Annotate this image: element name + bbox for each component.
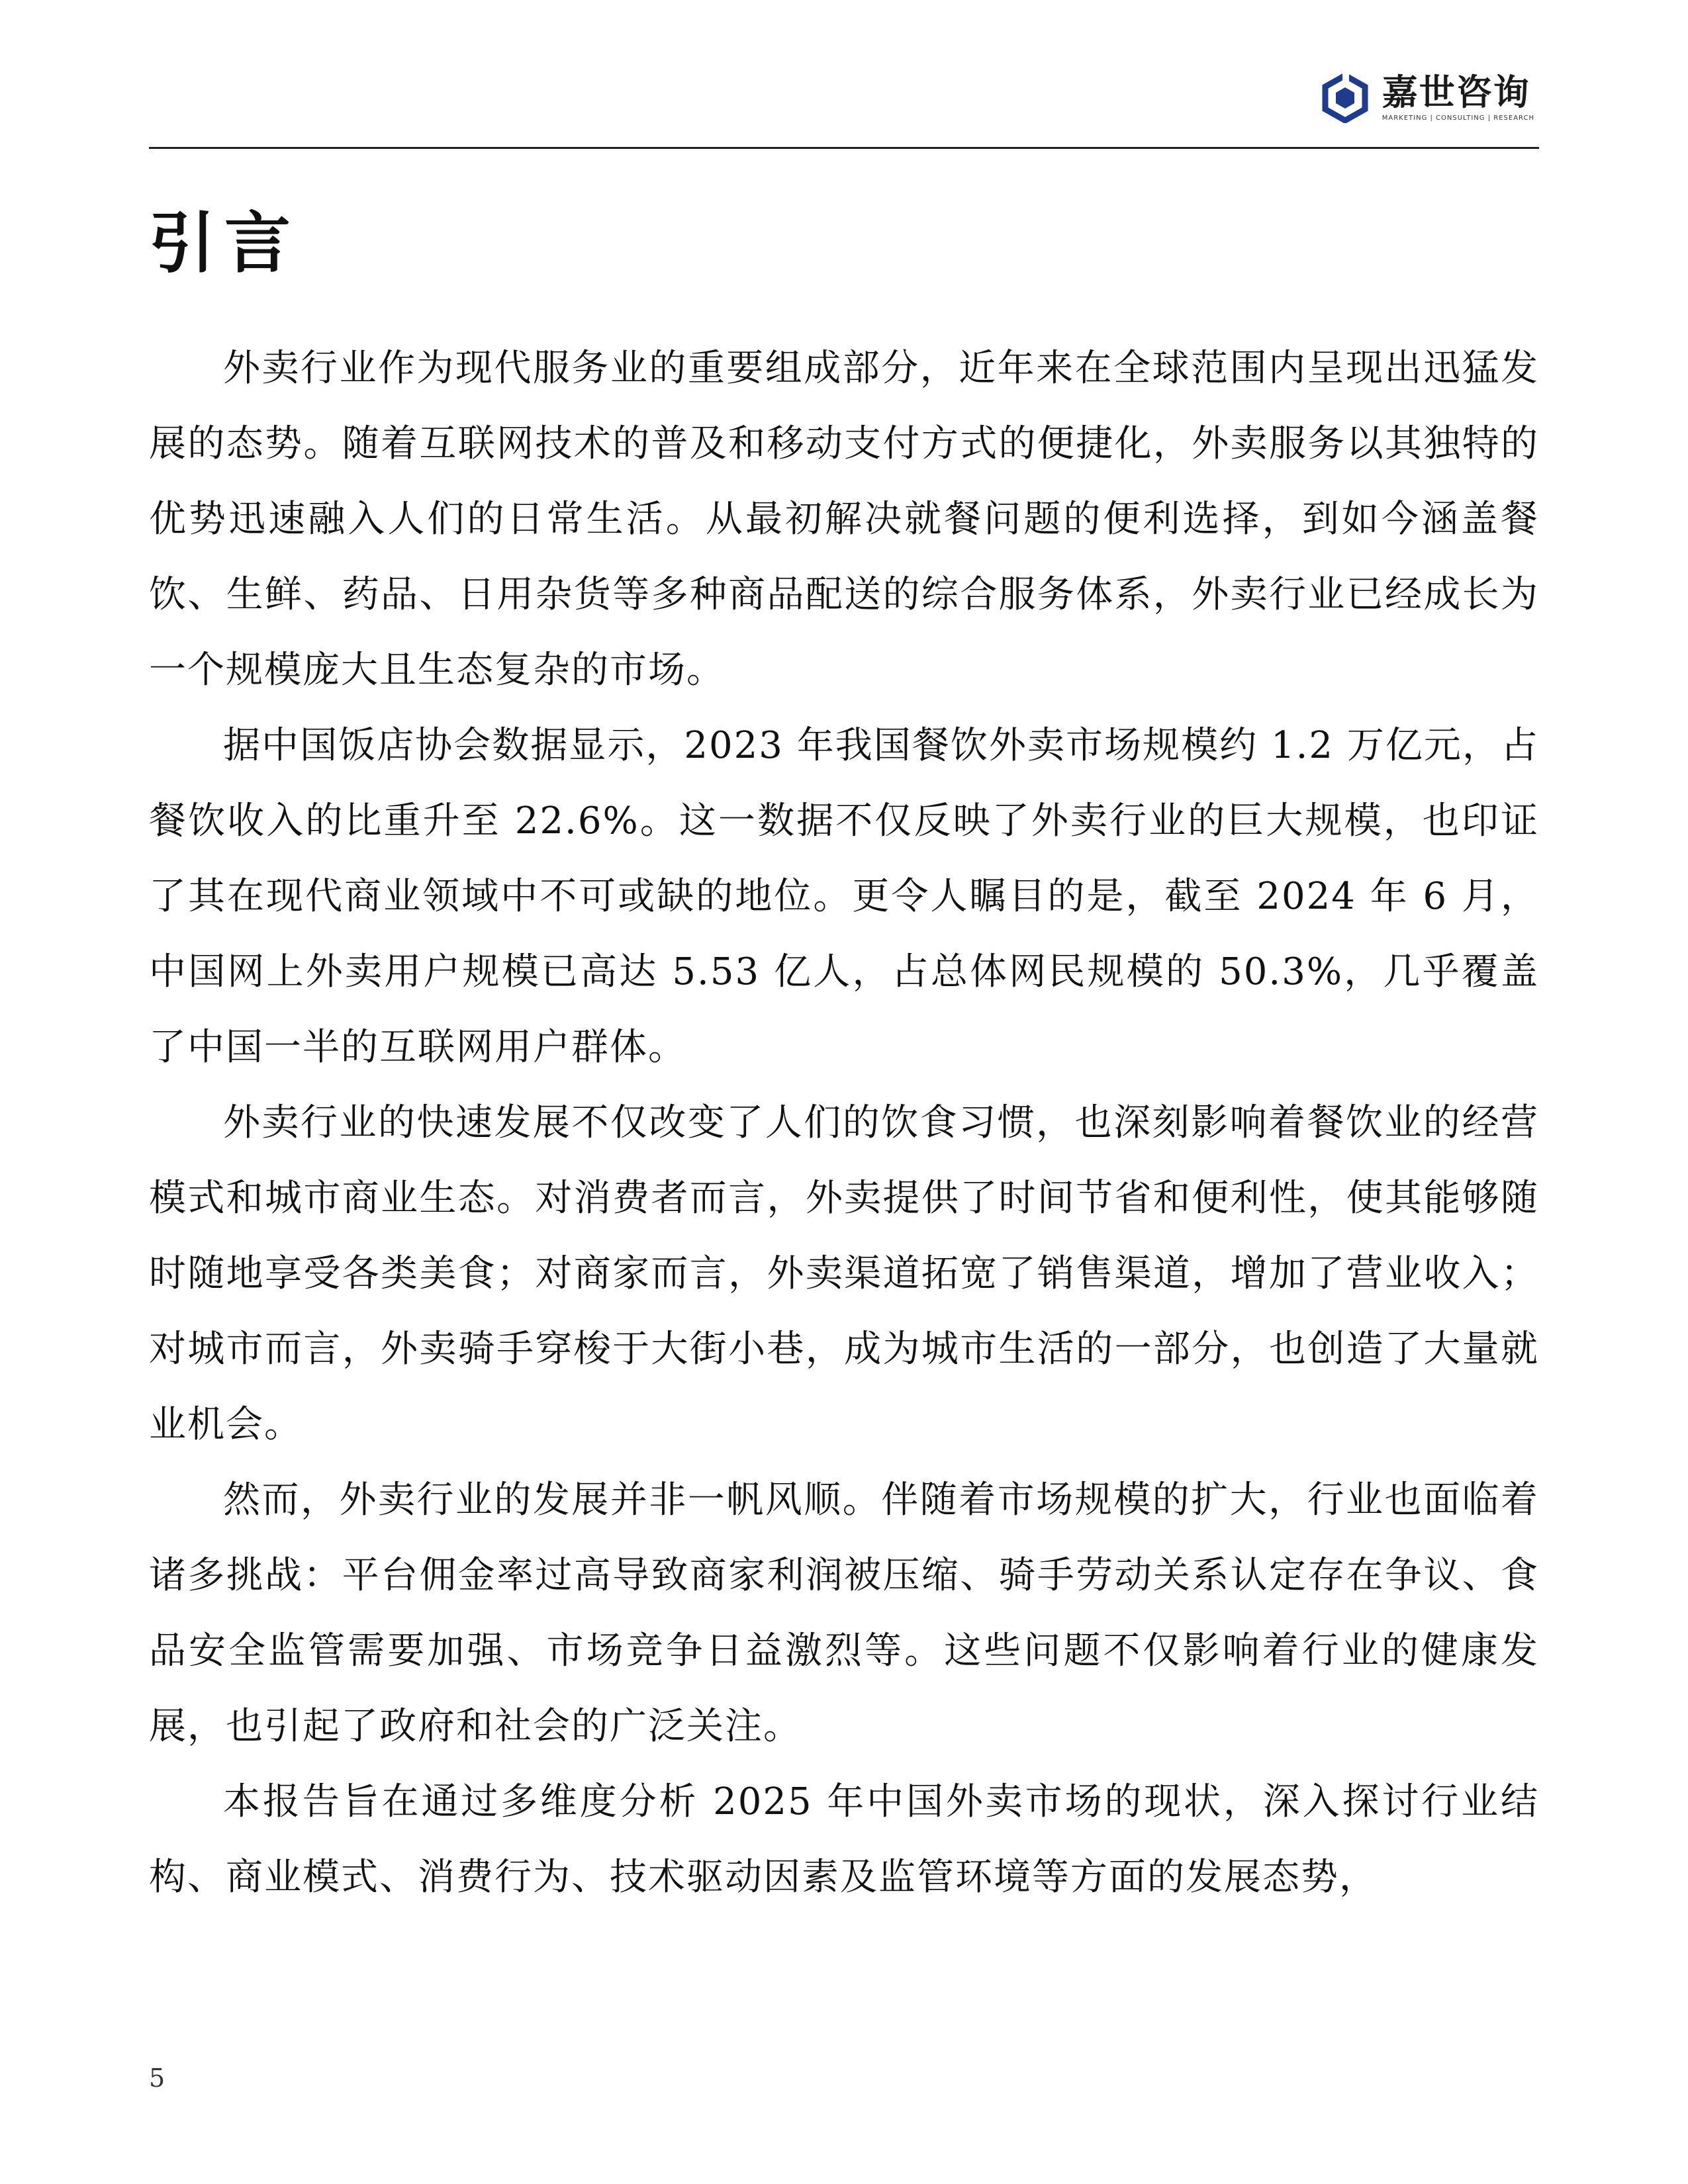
header-logo (1320, 73, 1534, 123)
header-divider (149, 147, 1539, 149)
brand-tagline: MARKETING | CONSULTING | RESEARCH (1382, 114, 1534, 122)
brand-name: 嘉世咨询 (1382, 71, 1530, 113)
paragraph-3: 外卖行业的快速发展不仅改变了人们的饮食习惯，也深刻影响着餐饮业的经营模式和城市商业生态。对消费者而言，外卖提供了时间节省和便利性，使其能够随时随地享受各类美食；对商家而言，外卖渠道拓宽了销售渠道，增加了营业收入；对城市而言，外卖骑手穿梭于大街小巷，成为城市生活的一部分，也创造了大量就业机会。 (149, 1101, 1539, 1446)
hexagon-logo-icon (1320, 73, 1370, 123)
page-title: 引言 (149, 205, 300, 282)
paragraph-4: 然而，外卖行业的发展并非一帆风顺。伴随着市场规模的扩大，行业也面临着诸多挑战：平台佣金率过高导致商家利润被压缩、骑手劳动关系认定存在争议、食品安全监管需要加强、市场竞争日益激烈等。这些问题不仅影响着行业的健康发展，也引起了政府和社会的广泛关注。 (149, 1479, 1539, 1748)
page-number: 5 (149, 2064, 165, 2093)
body-text (149, 331, 1539, 1915)
paragraph-5: 本报告旨在通过多维度分析 2025 年中国外卖市场的现状，深入探讨行业结构、商业模式、消费行为、技术驱动因素及监管环境等方面的发展态势， (149, 1780, 1539, 1899)
paragraph-2: 据中国饭店协会数据显示，2023 年我国餐饮外卖市场规模约 1.2 万亿元，占餐饮收入的比重升至 22.6%。这一数据不仅反映了外卖行业的巨大规模，也印证了其在现代商业领域中不可或缺的地位。更令人瞩目的是，截至 2024 年 6 月，中国网上外卖用户规模已高达 5.53 亿人，占总体网民规模的 50.3%，几乎覆盖了中国一半的互联网用户群体。 (149, 724, 1539, 1069)
paragraph-1: 外卖行业作为现代服务业的重要组成部分，近年来在全球范围内呈现出迅猛发展的态势。随着互联网技术的普及和移动支付方式的便捷化，外卖服务以其独特的优势迅速融入人们的日常生活。从最初解决就餐问题的便利选择，到如今涵盖餐饮、生鲜、药品、日用杂货等多种商品配送的综合服务体系，外卖行业已经成长为一个规模庞大且生态复杂的市场。 (149, 347, 1539, 692)
